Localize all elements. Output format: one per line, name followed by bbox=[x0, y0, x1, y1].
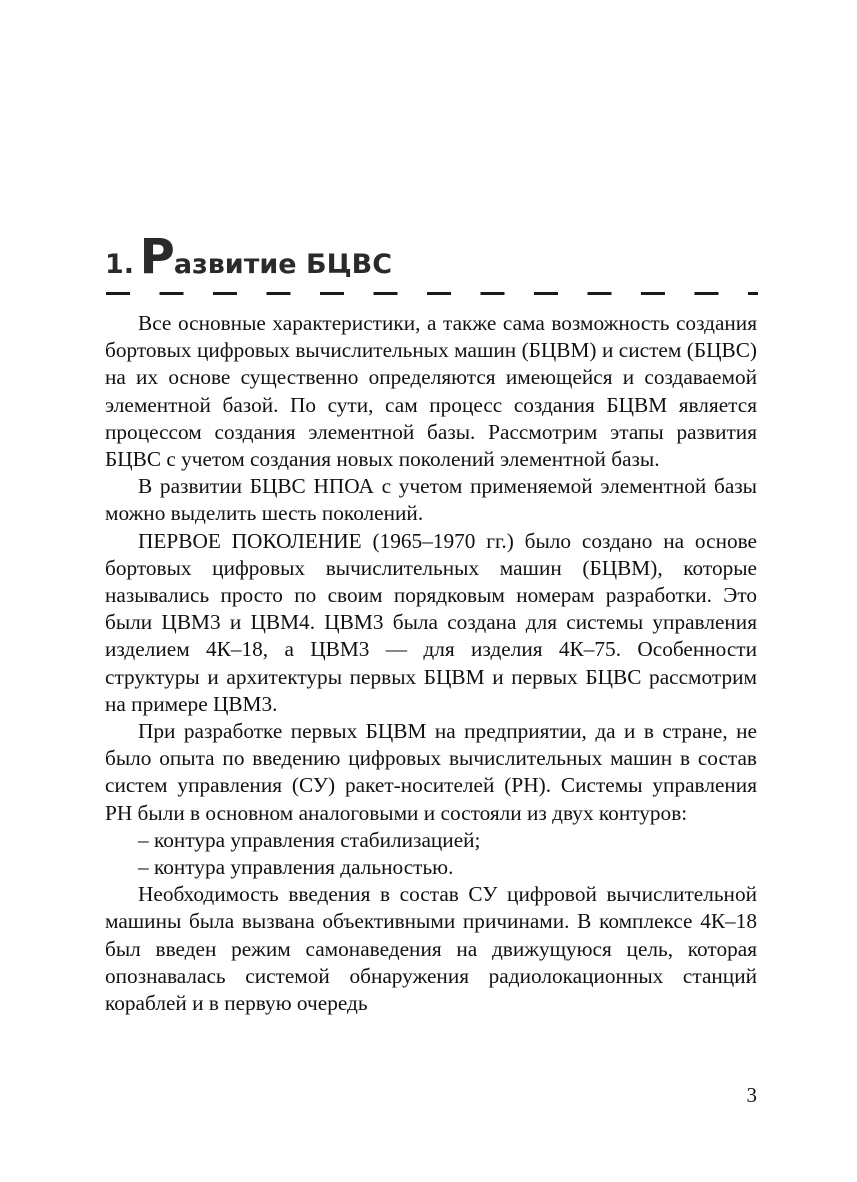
paragraph: Все основные характеристики, а также сама возможность создания бортовых цифровых вычислительных машин (БЦВМ) и систем (БЦВС) на их основе существенно определяются имеющейся и создаваемой элементной базой. По сути, сам процесс создания БЦВМ является процессом создания элементной базы. Рассмотрим этапы развития БЦВС с учетом создания новых поколений элементной базы. bbox=[105, 311, 757, 472]
paragraph: Необходимость введения в состав СУ цифровой вычислительной машины была вызвана объективными причинами. В комплексе 4К–18 был введен режим самонаведения на движущуюся цель, которая опознавалась системой обнаружения радиолокационных станций кораблей и в первую очередь bbox=[105, 882, 757, 1016]
chapter-number: 1. bbox=[105, 249, 135, 280]
paragraph: При разработке первых БЦВМ на предприятии, да и в стране, не было опыта по введению цифровых вычислительных машин в состав систем управления (СУ) ракет-носителей (РН). Системы управления РН были в основном аналоговыми и состояли из двух контуров: bbox=[105, 719, 757, 825]
list-item: – контура управления дальностью. bbox=[138, 855, 454, 880]
chapter-title: азвитие БЦВС bbox=[173, 249, 393, 280]
chapter-title-initial: Р bbox=[139, 229, 175, 285]
list-item: – контура управления стабилизацией; bbox=[138, 827, 481, 852]
dashed-rule bbox=[106, 292, 758, 295]
page-number: 3 bbox=[746, 1083, 757, 1107]
paragraph: В развитии БЦВС НПОА с учетом применяемой элементной базы можно выделить шесть поколений. bbox=[105, 474, 757, 526]
chapter-heading bbox=[105, 229, 392, 285]
paragraph: ПЕРВОЕ ПОКОЛЕНИЕ (1965–1970 гг.) было создано на основе бортовых цифровых вычислительных машин (БЦВМ), которые назывались просто по своим порядковым номерам разработки. Это были ЦВМ3 и ЦВМ4. ЦВМ3 была создана для системы управления изделием 4К–18, а ЦВМ3 — для изделия 4К–75. Особенности структуры и архитектуры первых БЦВМ и первых БЦВС рассмотрим на примере ЦВМ3. bbox=[105, 528, 757, 716]
body-text bbox=[105, 310, 757, 1017]
